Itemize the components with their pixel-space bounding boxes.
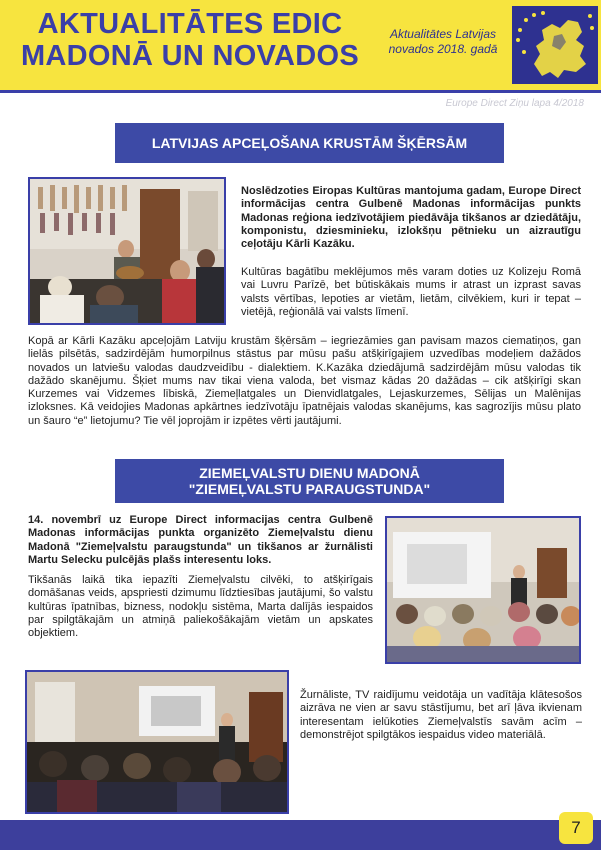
section1-lead: Noslēdzoties Eiropas Kultūras mantojuma gadam, Europe Direct informācijas centra Gulbenē Madonas informācijas punkts Madonas reģiona iedzīvotājiem piedāvāja tikšanos ar dziedātāju, komponistu, dziesminieku, izlokšņu pētnieku un aizrautīgu ceļotāju Kārli Kazāku. [241, 185, 581, 251]
section1-paragraph2: Kopā ar Kārli Kazāku apceļojām Latviju krustām šķērsām – iegriezāmies gan pavisam mazos ciematiņos, gan lielās pilsētās, sadzirdējām humorpilnus stāstus par mūsu pašu atšķirīgajiem uzvedības modeļiem dažādos novados un latviešu valodas daudzveidību - dialektiem. K.Kazāka dziedājumā sadzirdējām mūsu valodas tik dažādo skanējumu. Šķiet mums nav tikai viena valoda, bet vismaz kādas 20 dažādas – cik atšķirīgi skan Kurzemes vai Vidzemes lībiskā, Ziemeļlatgales un Dienvidlatgales, Lejaskurzemes, Sēlijas un Malēnijas izloksnes. Kā veidojies Madonas apkārtnes iedzīvotāju īpatnējais valodas skanējums, kas sagrozījis mūsu plato un šauro “e” lietojumu? Tie vēl joprojām ir izpētes vērti jautājumi. [28, 335, 581, 427]
section2-lead: 14. novembrī uz Europe Direct informacijas centra Gulbenē Madonas informācijas punkta organizēto Ziemeļvalstu dienu Madonā "Ziemeļvalstu paraugstunda" un tikšanos ar žurnālisti Martu Selecku pulcējās plašs interesentu loks. [28, 514, 373, 566]
footer-band [0, 820, 601, 850]
section2-heading-line1: ZIEMEĻVALSTU DIENU MADONĀ [199, 465, 420, 481]
header-subtitle-line1: Aktualitātes Latvijas [389, 27, 497, 41]
page-number: 7 [559, 812, 593, 844]
issue-label: Europe Direct Ziņu lapa 4/2018 [445, 98, 584, 109]
section1-paragraph1: Kultūras bagātību meklējumos mēs varam doties uz Kolizeju Romā vai Luvru Parīzē, bet būtiskākais mums ir atrast un izprast savas valsts vērtības, lepoties ar vietām, lietām, cilvēkiem, kuri ir tepat – vietējā, reģionālā vai valsts līmenī. [241, 266, 581, 318]
photo-audience-presentation [385, 516, 581, 664]
page-title-line2: MADONĀ UN NOVADOS [20, 40, 360, 72]
section1-heading: LATVIJAS APCEĻOŠANA KRUSTĀM ŠĶĒRSĀM [115, 123, 504, 163]
header-subtitle-line2: novados 2018. gadā [388, 42, 498, 56]
header-divider [0, 90, 601, 93]
eu-map-stars-logo [512, 6, 598, 84]
section2-paragraph1: Tikšanās laikā tika iepazīti Ziemeļvalstu cilvēki, to atšķirīgais domāšanas veids, apspriesti dzimumu līdztiesības jautājumi, šo valstu kultūras īpatnības, bizness, nodokļu sistēma, Marta dalījās iespaidos par spilgtākajām un atmiņā paliekošākajām vietām un apskates objektiem. [28, 574, 373, 640]
section2-heading-line2: "ZIEMEĻVALSTU PARAUGSTUNDA" [188, 481, 431, 497]
section2-heading [115, 459, 504, 503]
photo-concert [28, 177, 226, 325]
photo-video-screening [25, 670, 289, 814]
page-title [10, 8, 370, 72]
page-title-line1: AKTUALITĀTES EDIC [37, 8, 343, 40]
section2-paragraph2: Žurnāliste, TV raidījumu veidotāja un vadītāja klātesošos aizrāva ne vien ar savu stāstījumu, bet arī ļāva ikvienam interesentam ielūkoties Ziemeļvalstīs savām acīm – demonstrējot spilgtākos iespaidus video materiālā. [300, 689, 582, 741]
header-subtitle [378, 27, 508, 57]
